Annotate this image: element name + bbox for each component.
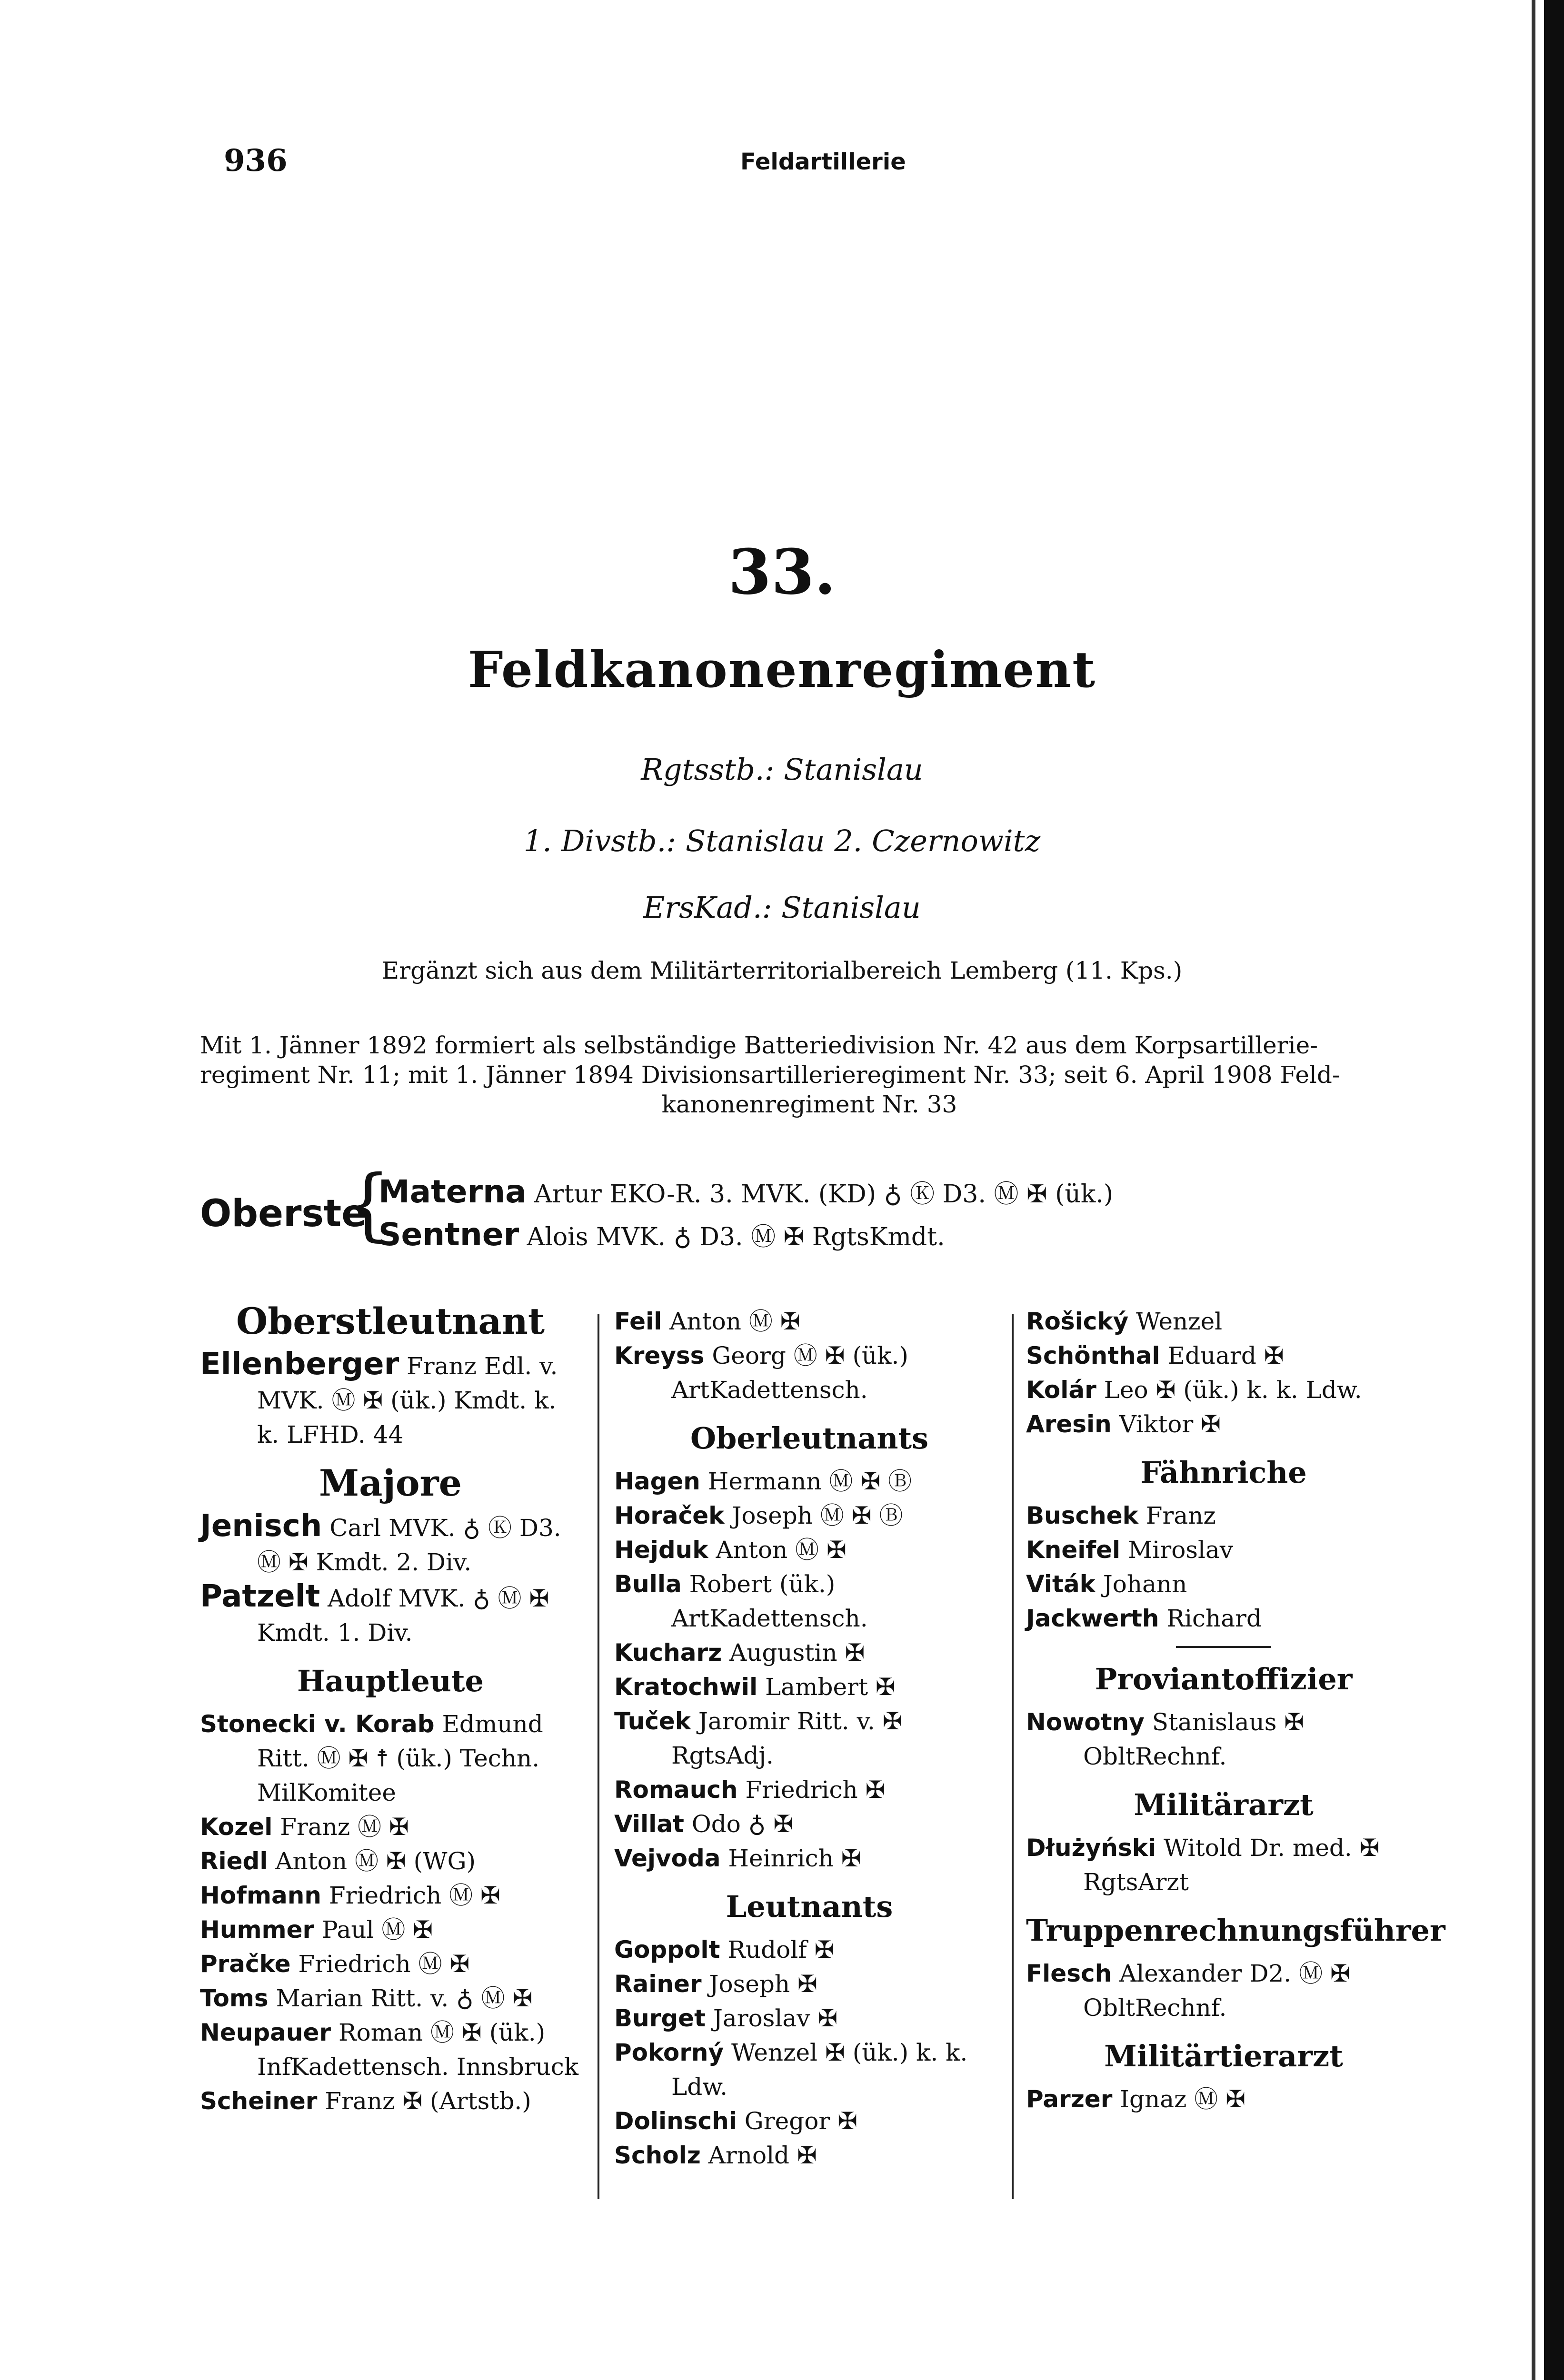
officer-detail: Gregor ✠ bbox=[744, 2107, 858, 2135]
officer-name: Toms bbox=[200, 1984, 269, 2012]
officer-entry bbox=[200, 1913, 581, 1947]
section-heading: Fähnriche bbox=[1140, 1455, 1307, 1490]
officer-entry bbox=[614, 1339, 1005, 1407]
column-divider bbox=[1012, 1314, 1014, 2199]
oberst-entry bbox=[379, 1216, 945, 1253]
officer-detail: Artur EKO-R. 3. MVK. (KD) ♁ Ⓚ D3. Ⓜ ✠ (ük.) bbox=[534, 1180, 1114, 1209]
officer-detail: Wenzel bbox=[1136, 1308, 1223, 1335]
officer-name: Aresin bbox=[1026, 1410, 1112, 1438]
section-heading: Oberleutnants bbox=[690, 1421, 929, 1456]
officer-detail: Friedrich ✠ bbox=[745, 1776, 886, 1804]
officer-detail: Witold Dr. med. ✠ RgtsArzt bbox=[1083, 1834, 1380, 1896]
officer-detail: Odo ♁ ✠ bbox=[691, 1810, 794, 1838]
officer-entry bbox=[614, 2138, 1005, 2172]
officer-detail: Carl MVK. ♁ Ⓚ D3. Ⓜ ✠ Kmdt. 2. Div. bbox=[257, 1514, 561, 1576]
officer-entry bbox=[614, 1533, 1005, 1567]
officer-name: Dolinschi bbox=[614, 2107, 737, 2135]
officer-detail: Alexander D2. Ⓜ ✠ ObltRechnf. bbox=[1083, 1960, 1350, 2022]
officer-detail: Hermann Ⓜ ✠ Ⓑ bbox=[707, 1468, 912, 1495]
officer-detail: Arnold ✠ bbox=[708, 2142, 817, 2169]
officer-name: Pračke bbox=[200, 1950, 291, 1978]
officer-entry bbox=[1026, 1831, 1421, 1899]
officer-name: Hejduk bbox=[614, 1536, 708, 1564]
officer-name: Jenisch bbox=[200, 1508, 322, 1544]
officer-name: Ellenberger bbox=[200, 1347, 399, 1382]
officer-entry bbox=[1026, 1304, 1421, 1339]
officer-entry bbox=[614, 1670, 1005, 1704]
officer-entry bbox=[200, 2084, 581, 2118]
officer-entry bbox=[614, 2001, 1005, 2035]
officer-name: Feil bbox=[614, 1308, 662, 1335]
officer-detail: Robert (ük.) ArtKadettensch. bbox=[671, 1570, 868, 1632]
officer-name: Kolár bbox=[1026, 1376, 1096, 1404]
section-heading: Proviantoffizier bbox=[1095, 1662, 1353, 1696]
section-heading: Truppenrechnungsführer bbox=[1026, 1913, 1445, 1948]
section-heading: Militärarzt bbox=[1134, 1787, 1314, 1822]
officer-detail: Roman Ⓜ ✠ (ük.) InfKadettensch. Innsbruck bbox=[257, 2019, 579, 2081]
officer-name: Hagen bbox=[614, 1468, 700, 1495]
officer-detail: Jaroslav ✠ bbox=[713, 2004, 838, 2032]
officer-entry bbox=[200, 1707, 581, 1810]
officer-entry bbox=[614, 1636, 1005, 1670]
officer-entry bbox=[614, 1933, 1005, 1967]
officer-name: Materna bbox=[379, 1173, 527, 1210]
officer-detail: Franz ✠ (Artstb.) bbox=[325, 2087, 531, 2115]
officer-entry bbox=[200, 1844, 581, 1878]
officer-name: Buschek bbox=[1026, 1502, 1138, 1529]
officer-entry bbox=[614, 1498, 1005, 1533]
officer-entry bbox=[1026, 1533, 1421, 1567]
officer-detail: Johann bbox=[1103, 1570, 1187, 1598]
officer-name: Sentner bbox=[379, 1216, 519, 1253]
officer-name: Scheiner bbox=[200, 2087, 318, 2115]
officer-entry bbox=[614, 2035, 1005, 2104]
officer-name: Horaček bbox=[614, 1502, 725, 1529]
officer-name: Riedl bbox=[200, 1847, 268, 1875]
brace: { bbox=[345, 1159, 391, 1250]
column-2 bbox=[614, 1304, 1005, 2172]
officer-name: Parzer bbox=[1026, 2085, 1113, 2113]
officer-detail: Anton Ⓜ ✠ bbox=[669, 1308, 800, 1335]
officer-detail: Franz bbox=[1146, 1502, 1216, 1529]
officer-entry bbox=[200, 1347, 581, 1452]
column-3 bbox=[1026, 1304, 1445, 2116]
officer-entry bbox=[200, 1509, 581, 1579]
station-line: ErsKad.: Stanislau bbox=[643, 890, 921, 925]
officer-name: Romauch bbox=[614, 1776, 738, 1804]
officer-entry bbox=[1026, 1956, 1421, 2025]
officer-name: Hummer bbox=[200, 1916, 315, 1944]
officer-detail: Wenzel ✠ (ük.) k. k. Ldw. bbox=[671, 2039, 968, 2101]
section-heading: Leutnants bbox=[726, 1889, 893, 1924]
section-heading: Hauptleute bbox=[297, 1664, 484, 1698]
officer-entry bbox=[200, 1579, 581, 1650]
officer-entry bbox=[614, 1967, 1005, 2001]
officer-entry bbox=[1026, 1373, 1421, 1407]
officer-detail: Augustin ✠ bbox=[729, 1639, 865, 1666]
officer-detail: Viktor ✠ bbox=[1119, 1410, 1221, 1438]
officer-detail: Franz Edl. v. MVK. Ⓜ ✠ (ük.) Kmdt. k. k. LFHD. 44 bbox=[257, 1352, 558, 1448]
officer-name: Kratochwil bbox=[614, 1673, 758, 1701]
officer-detail: Edmund Ritt. Ⓜ ✠ ☨ (ük.) Techn. MilKomitee bbox=[257, 1710, 543, 1806]
officer-name: Nowotny bbox=[1026, 1708, 1145, 1736]
officer-detail: Eduard ✠ bbox=[1167, 1342, 1284, 1369]
officer-entry bbox=[1026, 1705, 1421, 1774]
officer-name: Stonecki v. Korab bbox=[200, 1710, 435, 1738]
scan-border bbox=[1544, 0, 1564, 2380]
station-line: Rgtsstb.: Stanislau bbox=[641, 752, 923, 787]
oberst-entry bbox=[379, 1173, 1113, 1210]
officer-entry bbox=[1026, 1498, 1421, 1533]
officer-name: Jackwerth bbox=[1026, 1605, 1159, 1632]
officer-detail: Friedrich Ⓜ ✠ bbox=[298, 1950, 470, 1978]
officer-entry bbox=[200, 2015, 581, 2084]
officer-detail: Franz Ⓜ ✠ bbox=[280, 1813, 409, 1841]
officer-name: Pokorný bbox=[614, 2039, 724, 2066]
officer-name: Bulla bbox=[614, 1570, 682, 1598]
officer-entry bbox=[1026, 1567, 1421, 1601]
officer-name: Vejvoda bbox=[614, 1844, 721, 1872]
recruitment-note: Ergänzt sich aus dem Militärterritorialbereich Lemberg (11. Kps.) bbox=[381, 957, 1183, 984]
officer-name: Scholz bbox=[614, 2142, 701, 2169]
station-line: 1. Divstb.: Stanislau 2. Czernowitz bbox=[523, 823, 1041, 858]
officer-name: Tuček bbox=[614, 1707, 691, 1735]
regiment-title: Feldkanonenregiment bbox=[468, 640, 1096, 699]
officer-name: Flesch bbox=[1026, 1960, 1112, 1987]
column-divider bbox=[598, 1314, 599, 2199]
section-heading: Militärtierarzt bbox=[1104, 2039, 1343, 2073]
officer-detail: Paul Ⓜ ✠ bbox=[322, 1916, 433, 1944]
officer-entry bbox=[1026, 1407, 1421, 1441]
officer-detail: Miroslav bbox=[1128, 1536, 1234, 1564]
officer-entry bbox=[614, 1567, 1005, 1636]
officer-entry bbox=[1026, 1601, 1421, 1636]
officer-detail: Ignaz Ⓜ ✠ bbox=[1120, 2085, 1246, 2113]
officer-name: Burget bbox=[614, 2004, 706, 2032]
officer-detail: Stanislaus ✠ ObltRechnf. bbox=[1083, 1708, 1305, 1770]
officer-name: Schönthal bbox=[1026, 1342, 1160, 1369]
officer-detail: Anton Ⓜ ✠ (WG) bbox=[275, 1847, 476, 1875]
officer-detail: Marian Ritt. v. ♁ Ⓜ ✠ bbox=[276, 1984, 533, 2012]
officer-name: Viták bbox=[1026, 1570, 1096, 1598]
history-paragraph bbox=[200, 1031, 1419, 1119]
officer-entry bbox=[614, 2104, 1005, 2138]
officer-entry bbox=[614, 1841, 1005, 1875]
officer-detail: Alois MVK. ♁ D3. Ⓜ ✠ RgtsKmdt. bbox=[527, 1223, 945, 1251]
officer-detail: Rudolf ✠ bbox=[727, 1936, 835, 1964]
officer-entry bbox=[200, 1810, 581, 1844]
officer-name: Villat bbox=[614, 1810, 684, 1838]
officer-detail: Heinrich ✠ bbox=[728, 1844, 861, 1872]
regiment-number: 33. bbox=[728, 536, 836, 608]
officer-detail: Georg Ⓜ ✠ (ük.) ArtKadettensch. bbox=[671, 1342, 908, 1404]
officer-name: Hofmann bbox=[200, 1882, 321, 1909]
officer-detail: Friedrich Ⓜ ✠ bbox=[329, 1882, 500, 1909]
officer-entry bbox=[614, 1773, 1005, 1807]
officer-detail: Jaromir Ritt. v. ✠ RgtsAdj. bbox=[671, 1707, 903, 1769]
officer-entry bbox=[1026, 1339, 1421, 1373]
section-heading: Majore bbox=[319, 1462, 462, 1504]
officer-name: Rainer bbox=[614, 1970, 702, 1998]
officer-name: Patzelt bbox=[200, 1579, 320, 1614]
officer-entry bbox=[200, 1981, 581, 2015]
officer-name: Dłużyński bbox=[1026, 1834, 1156, 1862]
history-line: kanonenregiment Nr. 33 bbox=[661, 1091, 957, 1118]
officer-entry bbox=[1026, 2082, 1421, 2116]
column-1 bbox=[200, 1300, 581, 2118]
officer-entry bbox=[614, 1304, 1005, 1339]
officer-name: Kreyss bbox=[614, 1342, 705, 1369]
officer-detail: Anton Ⓜ ✠ bbox=[716, 1536, 847, 1564]
officer-name: Rošický bbox=[1026, 1308, 1129, 1335]
history-line: Mit 1. Jänner 1892 formiert als selbständige Batteriedivision Nr. 42 aus dem Korpsartillerie- bbox=[200, 1031, 1318, 1059]
officer-entry bbox=[200, 1878, 581, 1913]
officer-detail: Leo ✠ (ük.) k. k. Ldw. bbox=[1104, 1376, 1362, 1404]
officer-detail: Lambert ✠ bbox=[765, 1673, 896, 1701]
running-head: Feldartillerie bbox=[740, 149, 906, 175]
oberste-label: Oberste bbox=[200, 1192, 367, 1235]
officer-entry bbox=[614, 1464, 1005, 1498]
officer-name: Kneifel bbox=[1026, 1536, 1121, 1564]
officer-name: Goppolt bbox=[614, 1936, 720, 1964]
section-rule bbox=[1176, 1646, 1271, 1648]
page-number: 936 bbox=[224, 143, 288, 178]
section-heading: Oberstleutnant bbox=[236, 1300, 545, 1342]
officer-detail: Richard bbox=[1166, 1605, 1262, 1632]
officer-detail: Joseph ✠ bbox=[709, 1970, 817, 1998]
officer-detail: Joseph Ⓜ ✠ Ⓑ bbox=[732, 1502, 903, 1529]
officer-entry bbox=[200, 1947, 581, 1981]
officer-entry bbox=[614, 1807, 1005, 1841]
officer-detail: Adolf MVK. ♁ Ⓜ ✠ Kmdt. 1. Div. bbox=[257, 1585, 549, 1646]
scan-border-inner bbox=[1532, 0, 1535, 2380]
officer-entry bbox=[614, 1704, 1005, 1773]
officer-name: Neupauer bbox=[200, 2019, 331, 2046]
history-line: regiment Nr. 11; mit 1. Jänner 1894 Divisionsartillerieregiment Nr. 33; seit 6. April 1908 Feld- bbox=[200, 1061, 1340, 1089]
officer-name: Kozel bbox=[200, 1813, 273, 1841]
officer-name: Kucharz bbox=[614, 1639, 722, 1666]
